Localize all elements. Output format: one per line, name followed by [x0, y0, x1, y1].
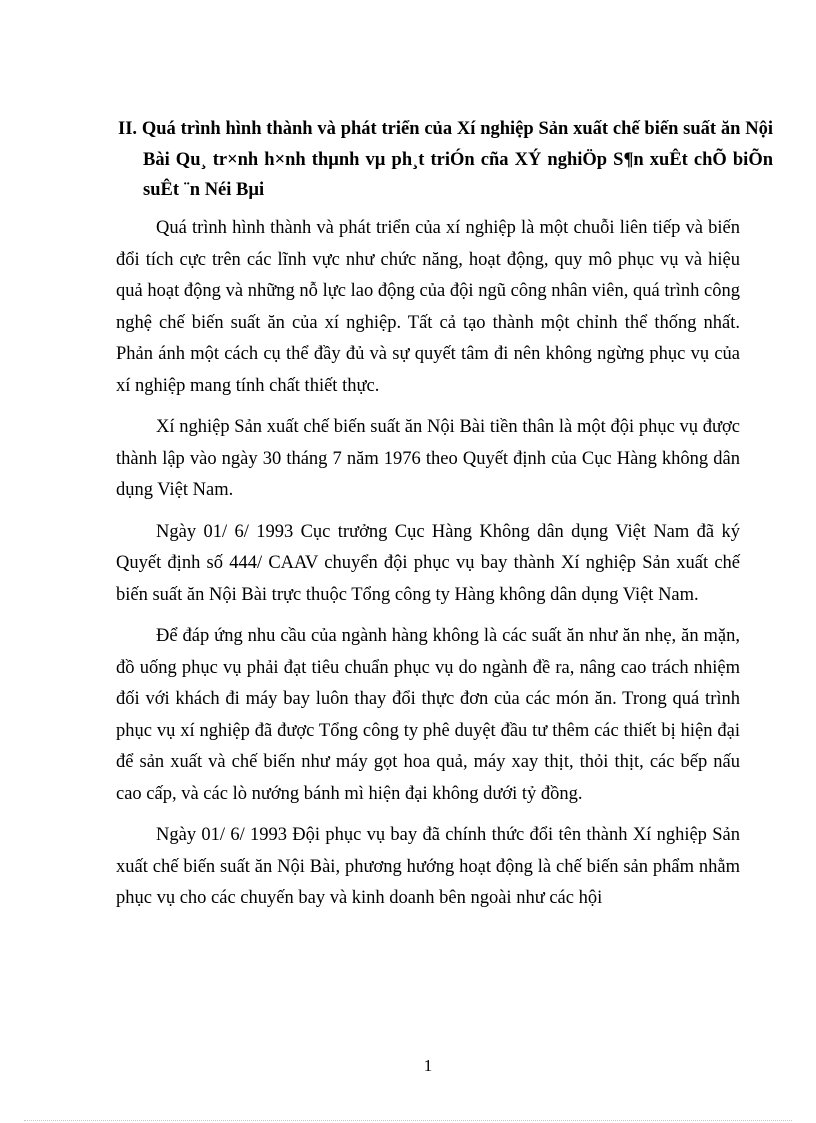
page-number: 1 [423, 1056, 433, 1075]
paragraph-4: Để đáp ứng nhu cầu của ngành hàng không là các suất ăn như ăn nhẹ, ăn mặn, đồ uống phục vụ phải đạt tiêu chuẩn phục vụ do ngành đề ra, nâng cao trách nhiệm đối với khách đi máy bay luôn thay đổi thực đơn của các món ăn. Trong quá trình phục vụ xí nghiệp đã được Tổng công ty phê duyệt đầu tư thêm các thiết bị hiện đại để sản xuất và chế biến như máy gọt hoa quả, máy xay thịt, thỏi thịt, các bếp nấu cao cấp, và các lò nướng bánh mì hiện đại không dưới tỷ đồng. [116, 626, 740, 804]
page-divider [24, 1120, 792, 1121]
body-text [116, 213, 740, 925]
section-heading: II. Quá trình hình thành và phát triển của Xí nghiệp Sản xuất chế biến suất ăn Nội Bài Qu¸ tr×nh h×nh thµnh vµ ph¸t triÓn cña XÝ nghiÖp S¶n xuÊt chÕ biÕn suÊt ¨n Néi Bµi [118, 119, 773, 200]
paragraph-2: Xí nghiệp Sản xuất chế biến suất ăn Nội Bài tiền thân là một đội phục vụ được thành lập vào ngày 30 tháng 7 năm 1976 theo Quyết định của Cục Hàng không dân dụng Việt Nam. [116, 417, 740, 500]
paragraph-5: Ngày 01/ 6/ 1993 Đội phục vụ bay đã chính thức đổi tên thành Xí nghiệp Sản xuất chế biến suất ăn Nội Bài, phương hướng hoạt động là chế biến sản phẩm nhằm phục vụ cho các chuyến bay và kinh doanh bên ngoài như các hội [116, 825, 740, 908]
paragraph-3: Ngày 01/ 6/ 1993 Cục trưởng Cục Hàng Không dân dụng Việt Nam đã ký Quyết định số 444/ CAAV chuyển đội phục vụ bay thành Xí nghiệp Sản xuất chế biến suất ăn Nội Bài trực thuộc Tổng công ty Hàng không dân dụng Việt Nam. [116, 521, 740, 605]
paragraph-1: Quá trình hình thành và phát triển của xí nghiệp là một chuỗi liên tiếp và biến đổi tích cực trên các lĩnh vực như chức năng, hoạt động, quy mô phục vụ và hiệu quả hoạt động và những nỗ lực lao động của đội ngũ công nhân viên, quá trình công nghệ chế biến suất ăn của xí nghiệp. Tất cả tạo thành một chỉnh thể thống nhất. Phản ánh một cách cụ thể đầy đủ và sự quyết tâm đi nên không ngừng phục vụ của xí nghiệp mang tính chất thiết thực. [116, 218, 740, 396]
